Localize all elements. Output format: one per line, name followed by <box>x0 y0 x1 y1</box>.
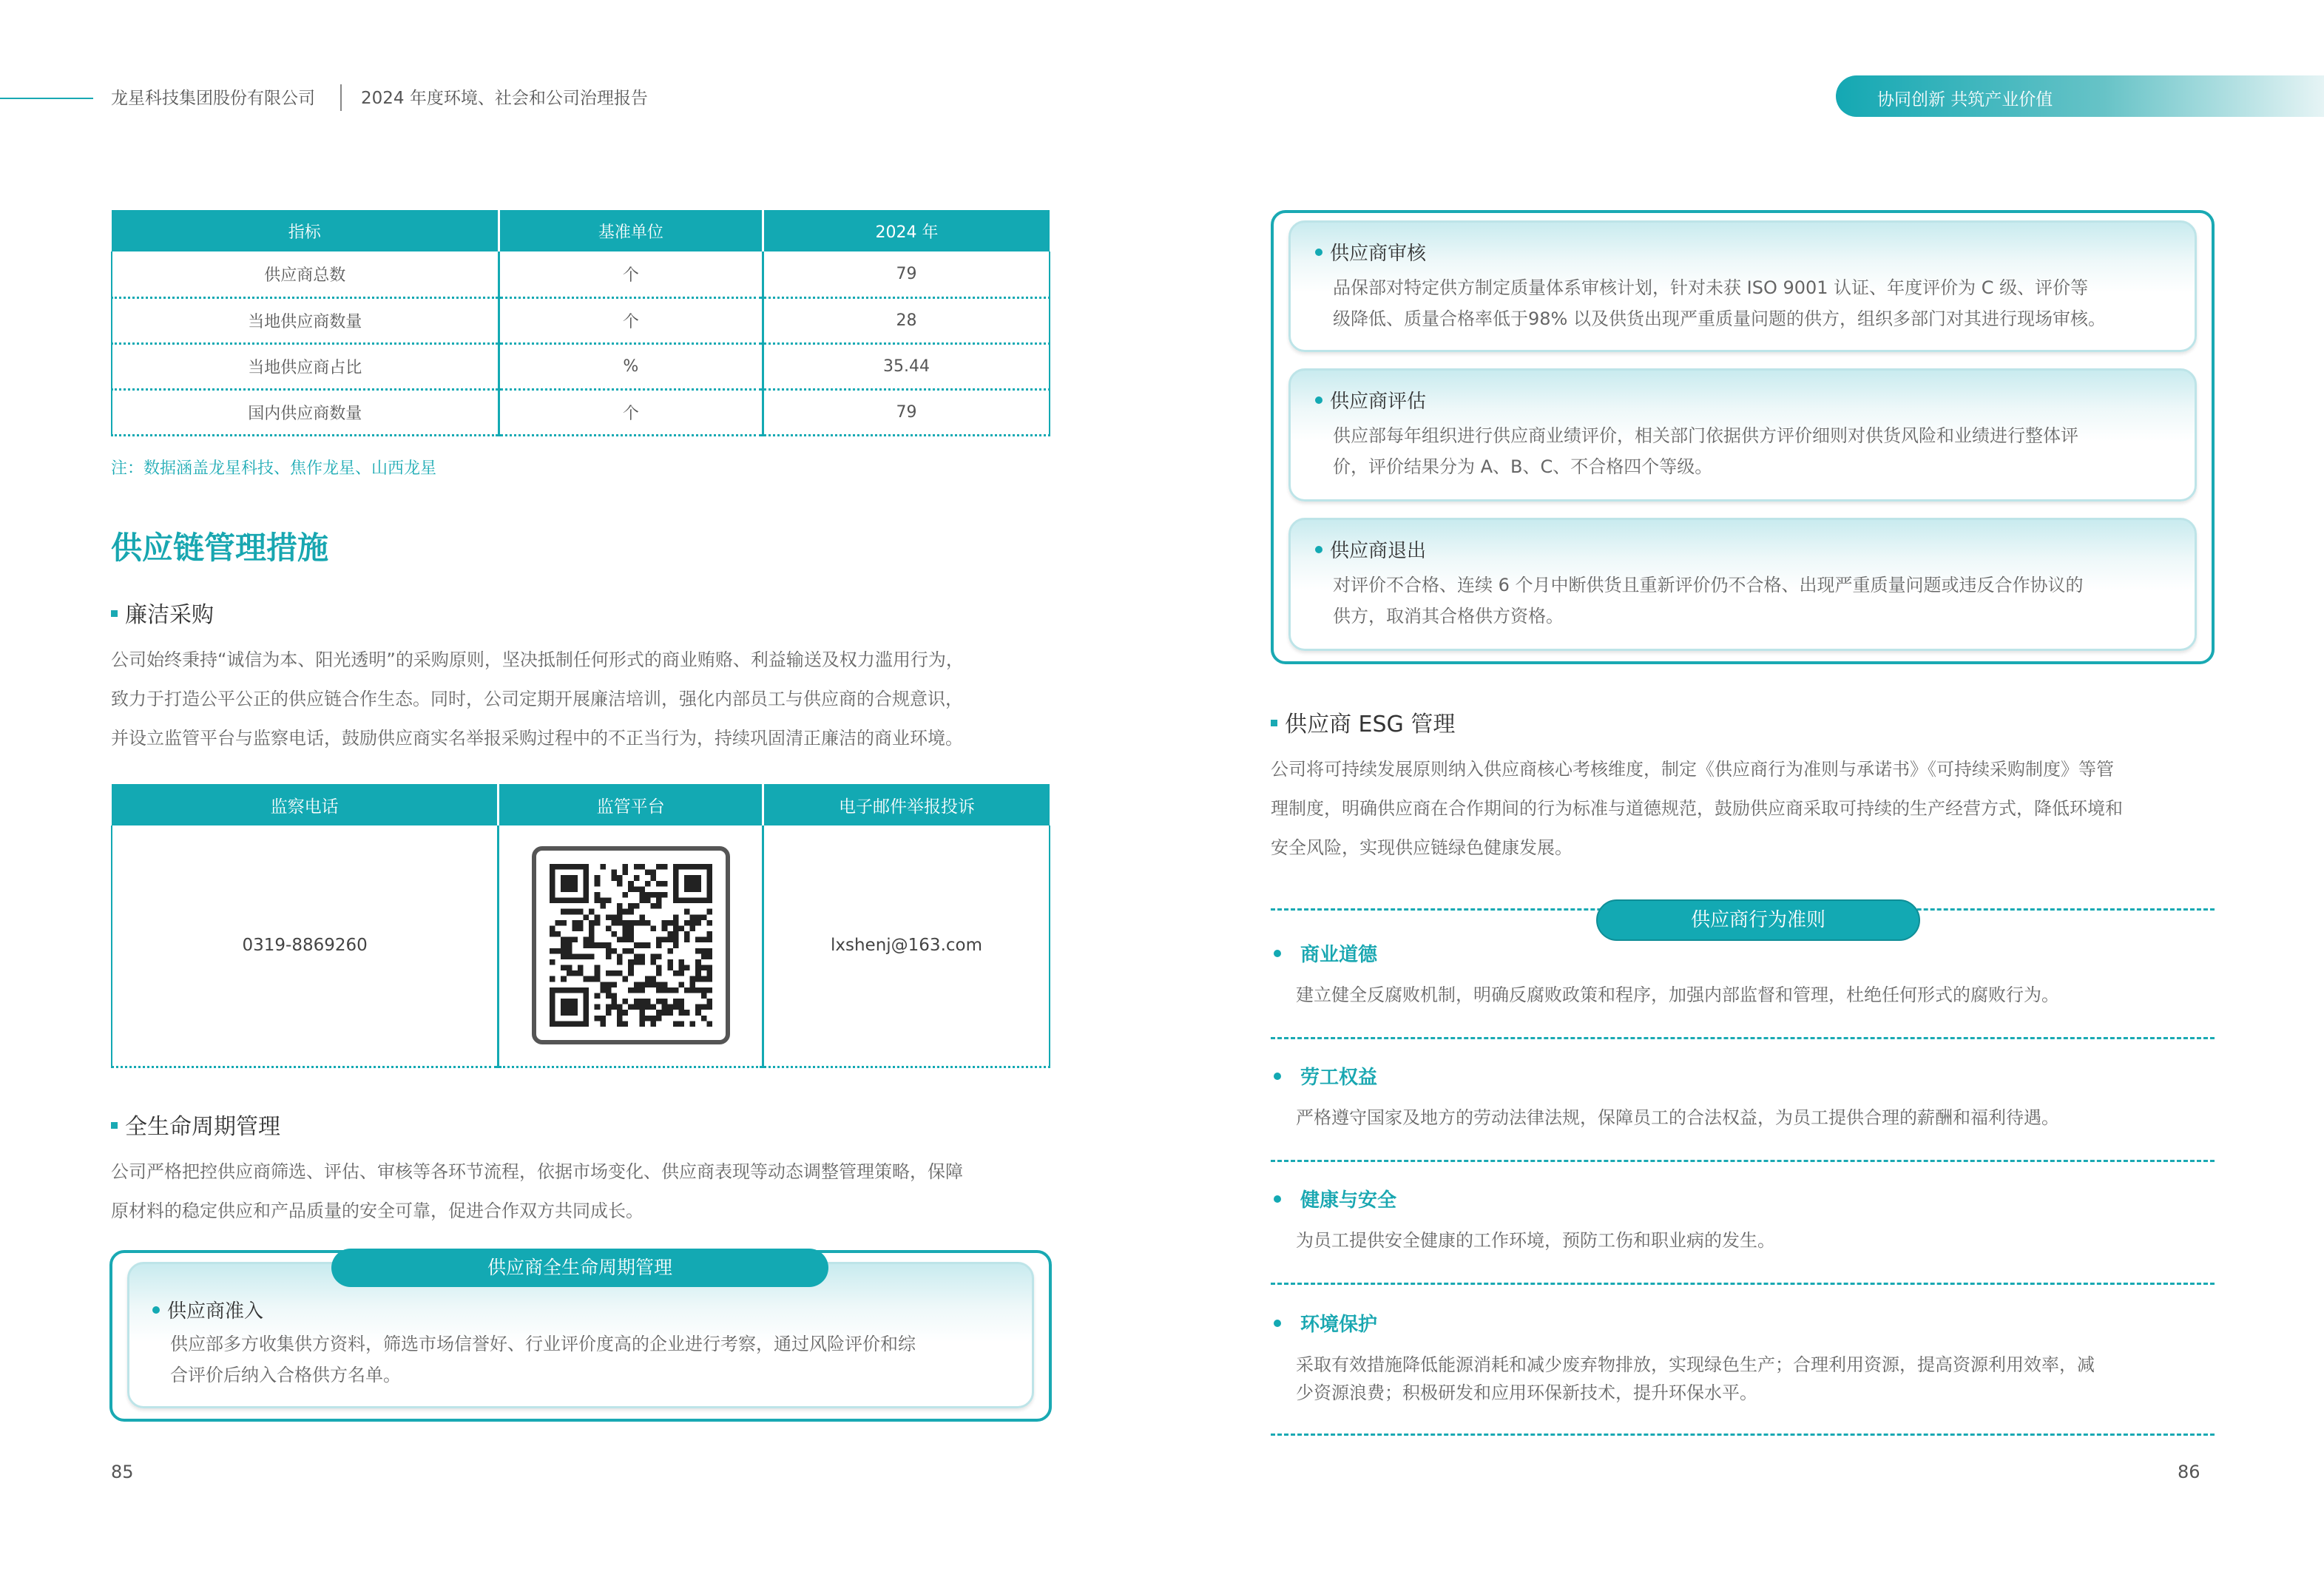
table-header-cell: 电子邮件举报投诉 <box>763 784 1050 825</box>
header-separator <box>340 84 342 111</box>
section-title: 供应链管理措施 <box>111 530 329 566</box>
code-text-line: 少资源浪费；积极研发和应用环保新技术，提升环保水平。 <box>1296 1382 1757 1403</box>
code-of-conduct-title: 供应商行为准则 <box>1596 899 1920 941</box>
code-item-head: 商业道德 <box>1274 939 1377 967</box>
subsection-title-integrity: 廉洁采购 <box>111 596 214 629</box>
table-cell: 当地供应商占比 <box>112 343 499 389</box>
paragraph-line: 安全风险，实现供应链绿色健康发展。 <box>1271 837 1573 858</box>
header-accent-line <box>0 98 93 99</box>
table-cell: 个 <box>499 251 763 297</box>
subsection-title-esg: 供应商 ESG 管理 <box>1271 706 1455 738</box>
divider <box>1271 1037 2215 1039</box>
code-item-text <box>1296 1351 2213 1407</box>
table-cell: % <box>499 343 763 389</box>
card-title: 供应商退出 <box>1315 536 1426 563</box>
report-email[interactable]: lxshenj@163.com <box>763 825 1050 1067</box>
qr-code-graphic <box>550 864 712 1027</box>
code-item-head: 劳工权益 <box>1274 1062 1377 1090</box>
table-cell: 个 <box>499 297 763 343</box>
divider <box>1271 1434 2215 1436</box>
header-slogan-banner <box>1836 75 2324 117</box>
card-text-line: 价，评价结果分为 A、B、C、不合格四个等级。 <box>1333 456 1713 477</box>
paragraph-line: 公司将可持续发展原则纳入供应商核心考核维度，制定《供应商行为准则与承诺书》《可持续采购制度》等管 <box>1271 759 2114 780</box>
card-text <box>1333 272 2191 334</box>
code-item-text <box>1296 981 2213 1009</box>
table-row <box>112 389 1050 435</box>
card-text-line: 供应部每年组织进行供应商业绩评价，相关部门依据供方评价细则对供货风险和业绩进行整体评 <box>1333 425 2078 446</box>
divider <box>1271 1283 2215 1285</box>
code-text-line: 为员工提供安全健康的工作环境，预防工伤和职业病的发生。 <box>1296 1230 1775 1251</box>
code-item-head: 环境保护 <box>1274 1309 1377 1337</box>
supervision-platform-cell <box>499 825 763 1067</box>
paragraph-line: 并设立监管平台与监察电话，鼓励供应商实名举报采购过程中的不正当行为，持续巩固清正廉洁的商业环境。 <box>111 728 963 749</box>
table-header-cell: 指标 <box>112 210 499 251</box>
qr-code-icon[interactable] <box>532 846 730 1044</box>
card-text <box>1333 420 2191 482</box>
table-row <box>112 343 1050 389</box>
integrity-paragraph <box>111 641 1065 758</box>
card-title: 供应商评估 <box>1315 386 1426 413</box>
paragraph-line: 理制度，明确供应商在合作期间的行为标准与道德规范，鼓励供应商采取可持续的生产经营方式，降低环境和 <box>1271 798 2123 819</box>
card-text-line: 合评价后纳入合格供方名单。 <box>170 1365 401 1385</box>
table-row <box>112 251 1050 297</box>
paragraph-line: 公司严格把控供应商筛选、评估、审核等各环节流程，依据市场变化、供应商表现等动态调整管理策略，保障 <box>111 1161 963 1182</box>
table-cell: 35.44 <box>763 343 1050 389</box>
card-text-line: 供应部多方收集供方资料，筛选市场信誉好、行业评价度高的企业进行考察，通过风险评价和综 <box>170 1334 916 1354</box>
header-slogan: 协同创新 共筑产业价值 <box>1877 90 2053 109</box>
table-header-cell: 监察电话 <box>112 784 499 825</box>
code-item-text <box>1296 1226 2213 1254</box>
supplier-indicator-table <box>111 210 1050 436</box>
card-text-line: 供方，取消其合格供方资格。 <box>1333 606 1564 627</box>
code-item-text <box>1296 1104 2213 1132</box>
page-number-right: 86 <box>2178 1462 2200 1482</box>
page-number-left: 85 <box>111 1462 134 1482</box>
header-report-title: 2024 年度环境、社会和公司治理报告 <box>361 89 648 108</box>
code-text-line: 建立健全反腐败机制，明确反腐败政策和程序，加强内部监督和管理，杜绝任何形式的腐败行为。 <box>1296 985 2059 1005</box>
card-title: 供应商准入 <box>152 1296 263 1323</box>
table-cell: 个 <box>499 389 763 435</box>
card-text-line: 对评价不合格、连续 6 个月中断供货且重新评价仍不合格、出现严重质量问题或违反合作协议的 <box>1333 575 2084 595</box>
table-cell: 28 <box>763 297 1050 343</box>
lifecycle-box-title: 供应商全生命周期管理 <box>331 1249 828 1287</box>
table-header-cell: 基准单位 <box>499 210 763 251</box>
table-cell: 供应商总数 <box>112 251 499 297</box>
lifecycle-paragraph <box>111 1152 1065 1231</box>
table-cell: 国内供应商数量 <box>112 389 499 435</box>
card-text-line: 品保部对特定供方制定质量体系审核计划，针对未获 ISO 9001 认证、年度评价为 C 级、评价等 <box>1333 277 2089 298</box>
table-header-row <box>112 210 1050 251</box>
subsection-title-lifecycle: 全生命周期管理 <box>111 1108 280 1141</box>
paragraph-line: 致力于打造公平公正的供应链合作生态。同时，公司定期开展廉洁培训，强化内部员工与供应商的合规意识， <box>111 689 963 709</box>
table-header-cell: 监管平台 <box>499 784 763 825</box>
table-cell: 79 <box>763 251 1050 297</box>
table-note: 注：数据涵盖龙星科技、焦作龙星、山西龙星 <box>111 459 437 478</box>
card-title: 供应商审核 <box>1315 238 1426 266</box>
supervision-contact-table <box>111 784 1050 1068</box>
esg-paragraph <box>1271 750 2225 868</box>
supervision-phone: 0319-8869260 <box>112 825 499 1067</box>
header-company: 龙星科技集团股份有限公司 <box>111 89 315 108</box>
paragraph-line: 原材料的稳定供应和产品质量的安全可靠，促进合作双方共同成长。 <box>111 1201 644 1221</box>
table-header-cell: 2024 年 <box>763 210 1050 251</box>
card-text <box>1333 570 2191 632</box>
card-text-line: 级降低、质量合格率低于98% 以及供货出现严重质量问题的供方，组织多部门对其进行现场审核。 <box>1333 308 2106 329</box>
code-text-line: 采取有效措施降低能源消耗和减少废弃物排放，实现绿色生产；合理利用资源，提高资源利用效率，减 <box>1296 1354 2095 1375</box>
table-cell: 79 <box>763 389 1050 435</box>
divider <box>1271 1160 2215 1162</box>
table-row <box>112 297 1050 343</box>
table-row <box>112 825 1050 1067</box>
table-header-row <box>112 784 1050 825</box>
table-cell: 当地供应商数量 <box>112 297 499 343</box>
code-item-head: 健康与安全 <box>1274 1185 1396 1212</box>
card-text <box>170 1328 1028 1391</box>
paragraph-line: 公司始终秉持“诚信为本、阳光透明”的采购原则，坚决抵制任何形式的商业贿赂、利益输送及权力滥用行为， <box>111 649 964 670</box>
code-text-line: 严格遵守国家及地方的劳动法律法规，保障员工的合法权益，为员工提供合理的薪酬和福利待遇。 <box>1296 1107 2059 1128</box>
